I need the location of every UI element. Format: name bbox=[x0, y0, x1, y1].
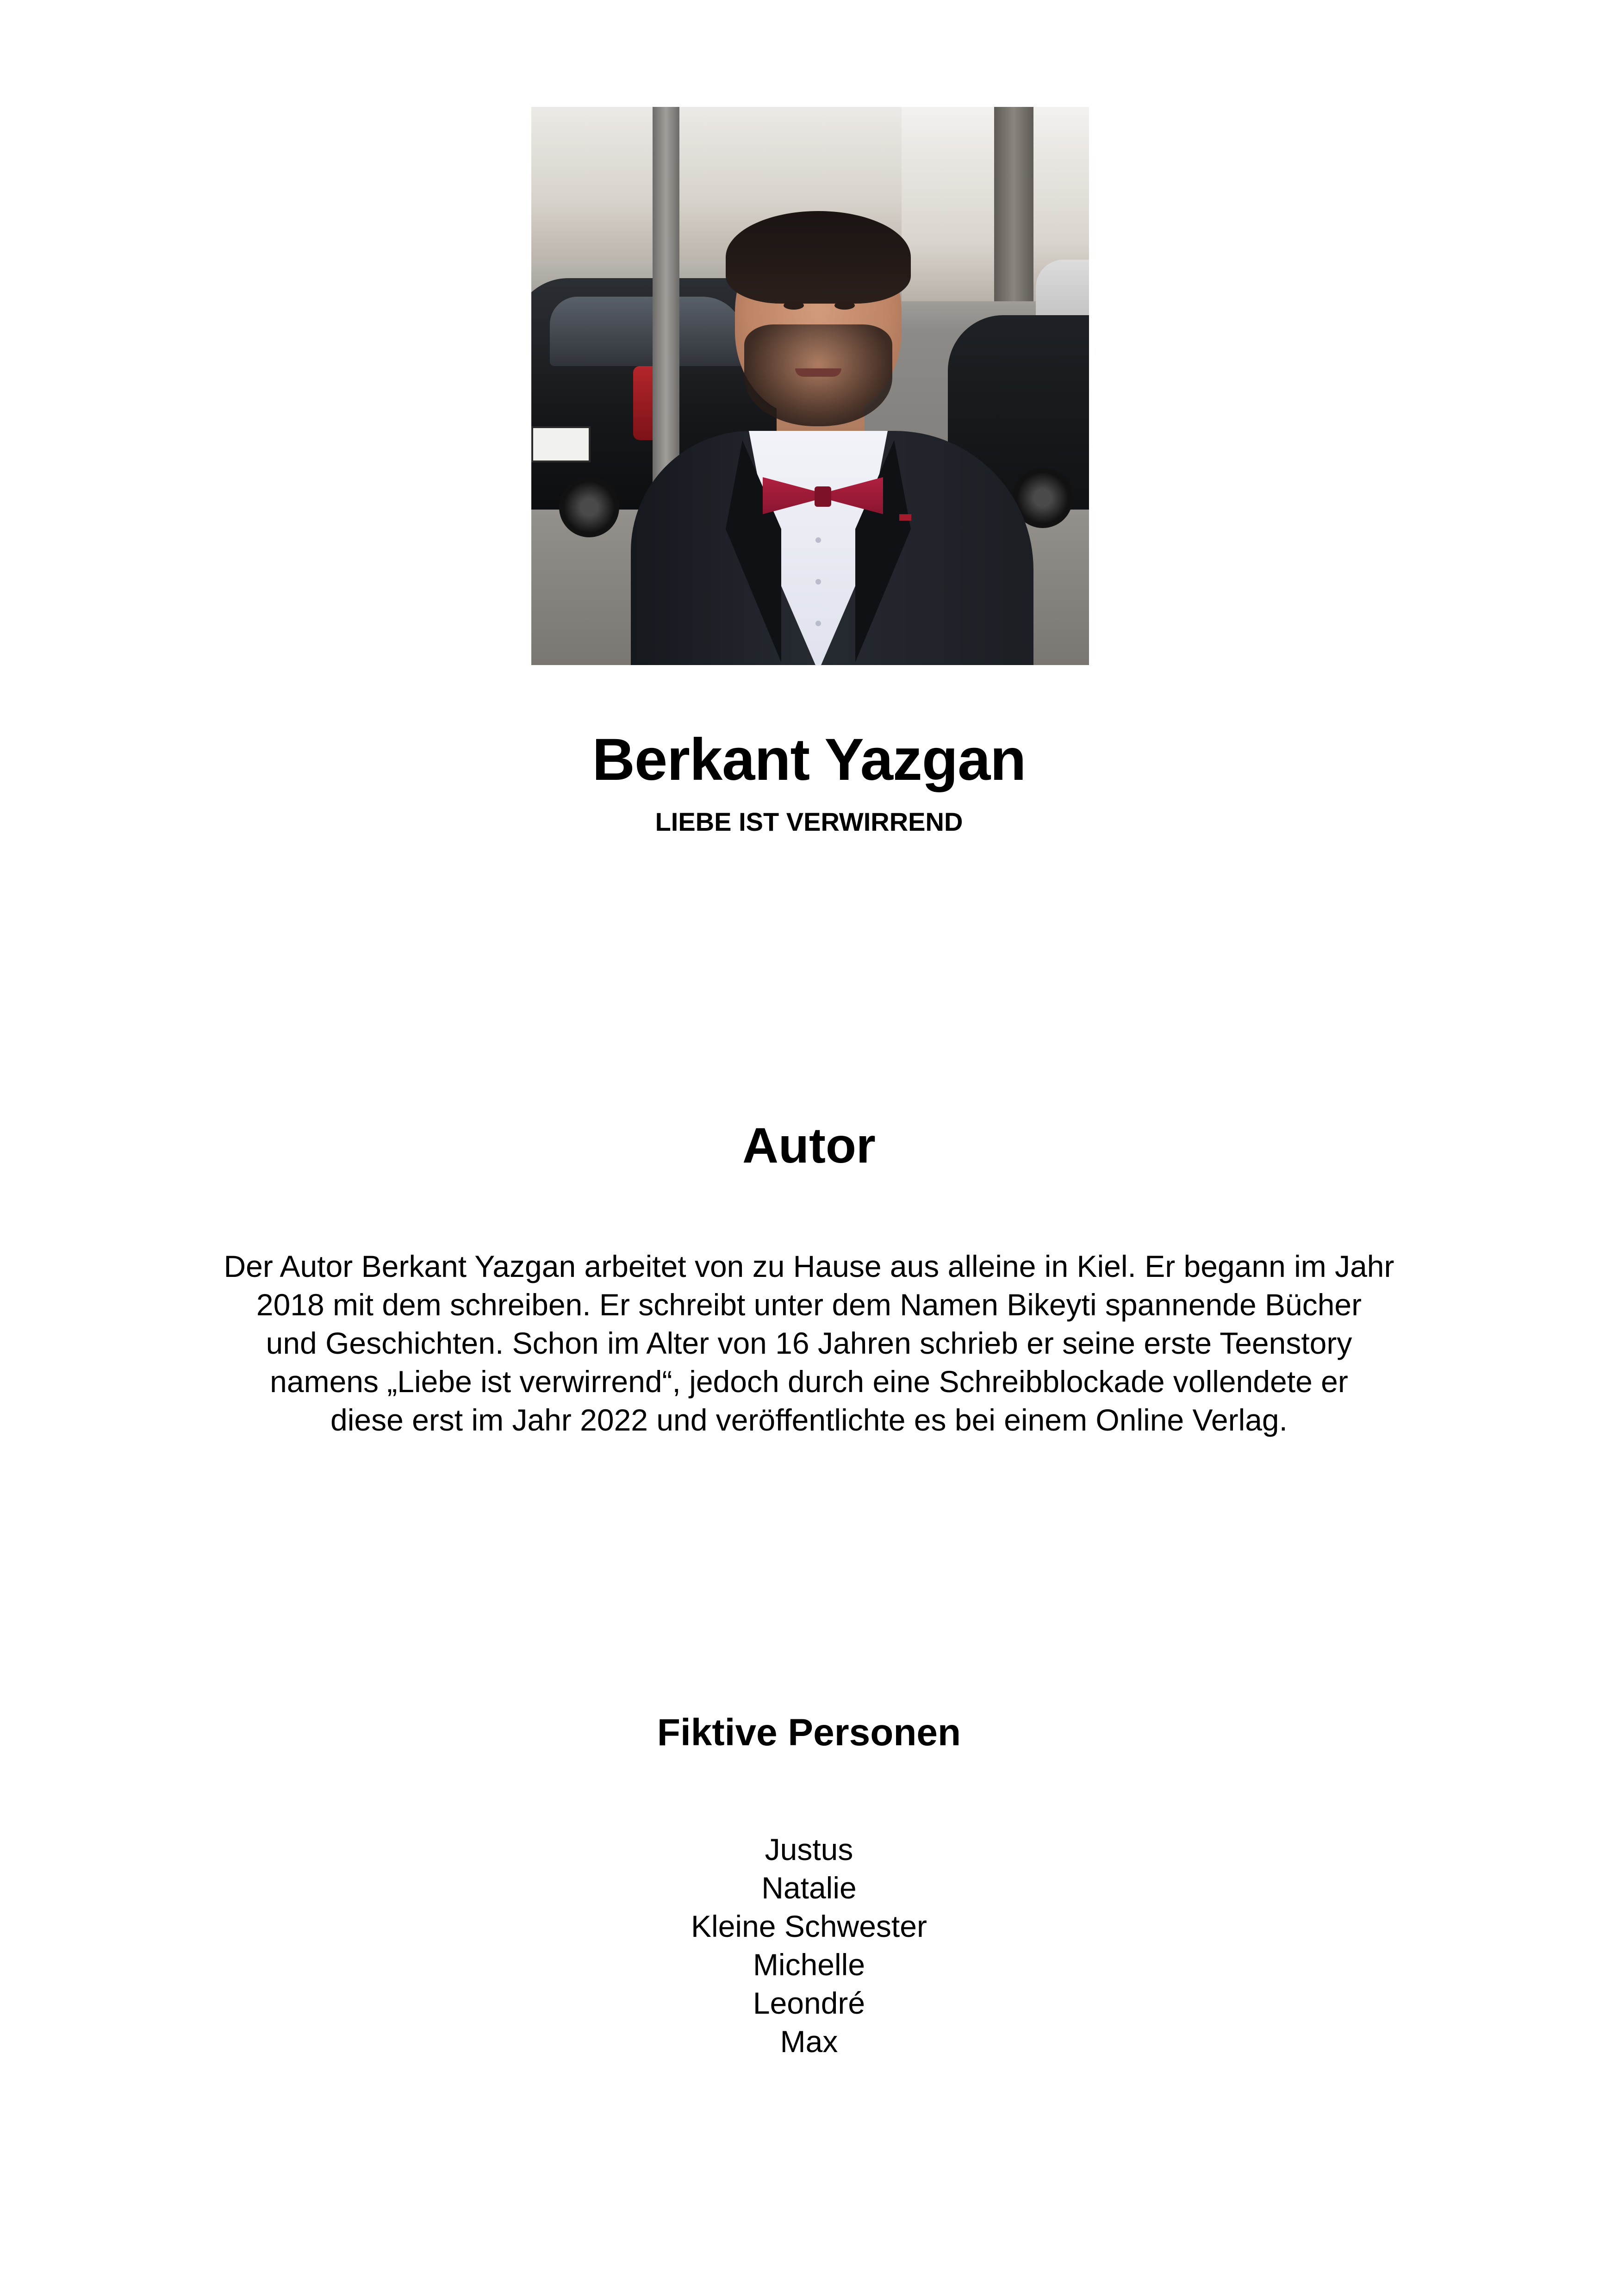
photo-car-tire bbox=[559, 477, 619, 537]
bio-line: Der Autor Berkant Yazgan arbeitet von zu Hause aus alleine in Kiel. Er begann im Jahr bbox=[224, 1249, 1394, 1283]
photo-person-hair bbox=[726, 211, 911, 304]
author-name-heading: Berkant Yazgan bbox=[592, 727, 1026, 793]
author-portrait-photo bbox=[531, 107, 1089, 665]
photo-car-window bbox=[550, 297, 744, 366]
character-list-item: Michelle bbox=[753, 1948, 865, 1982]
photo-person-eye-left bbox=[784, 301, 804, 310]
photo-license-plate bbox=[531, 426, 591, 462]
photo-lapel-pin bbox=[899, 514, 911, 521]
photo-person-mouth bbox=[795, 368, 841, 377]
bio-line: namens „Liebe ist verwirrend“, jedoch durch eine Schreibblockade vollendete er bbox=[270, 1364, 1348, 1399]
photo-shirt-button bbox=[815, 579, 821, 585]
character-list-item: Natalie bbox=[761, 1871, 857, 1905]
characters-list bbox=[0, 1830, 1618, 2061]
bio-line: 2018 mit dem schreiben. Er schreibt unter dem Namen Bikeyti spannende Bücher bbox=[256, 1288, 1362, 1322]
character-list-item: Leondré bbox=[753, 1986, 865, 2020]
photo-person-eye-right bbox=[834, 301, 855, 310]
photo-shirt-button bbox=[815, 621, 821, 626]
photo-bow-tie-knot bbox=[815, 486, 831, 507]
author-section-heading: Autor bbox=[742, 1117, 876, 1173]
book-title-subheading: LIEBE IST VERWIRREND bbox=[655, 807, 963, 836]
bio-line: und Geschichten. Schon im Alter von 16 Jahren schrieb er seine erste Teenstory bbox=[266, 1326, 1352, 1360]
photo-pillar bbox=[994, 107, 1033, 301]
character-list-item: Justus bbox=[765, 1832, 853, 1867]
character-list-item: Max bbox=[780, 2024, 838, 2059]
bio-line: diese erst im Jahr 2022 und veröffentlichte es bei einem Online Verlag. bbox=[330, 1403, 1288, 1437]
character-list-item: Kleine Schwester bbox=[691, 1909, 927, 1943]
photo-shirt-button bbox=[815, 537, 821, 543]
author-bio-paragraph bbox=[194, 1247, 1424, 1439]
characters-section-heading: Fiktive Personen bbox=[657, 1711, 961, 1754]
